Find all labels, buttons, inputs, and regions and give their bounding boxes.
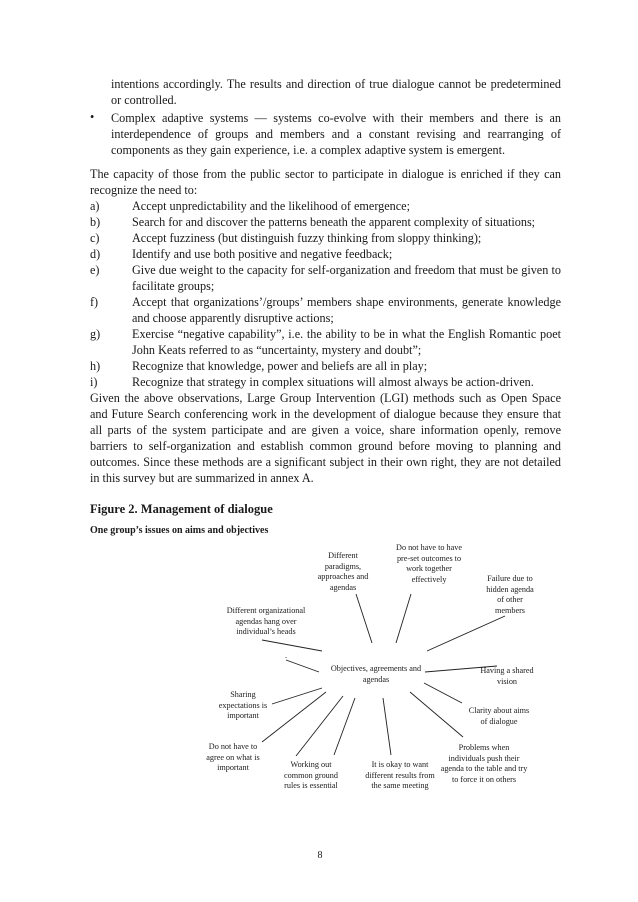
label-ground-rules: Working out common ground rules is essential — [284, 760, 338, 790]
connector-line — [286, 660, 319, 672]
connector-line — [334, 698, 355, 755]
figure-subtitle: One group’s issues on aims and objectives — [90, 525, 269, 536]
list-item-label: e) — [90, 263, 100, 277]
intro-paragraph: The capacity of those from the public sector to participate in dialogue is enriched if they can recognize the need to: — [90, 167, 561, 197]
connector-line — [262, 640, 322, 651]
connector-line — [272, 688, 322, 704]
label-dot: . — [284, 651, 288, 660]
list-item-label: b) — [90, 215, 101, 229]
connector-line — [396, 594, 411, 643]
list-item-text: Accept that organizations’/groups’ members shape environments, generate knowledge and choose apparently disruptive actions; — [132, 295, 561, 325]
figure-title: Figure 2. Management of dialogue — [90, 502, 273, 516]
list-item-text: Recognize that knowledge, power and beliefs are all in play; — [132, 359, 428, 373]
connector-line — [410, 692, 463, 737]
list-item-text: Give due weight to the capacity for self-organization and freedom that must be given to facilitate groups; — [132, 263, 561, 293]
bullet-continuation: intentions accordingly. The results and direction of true dialogue cannot be predetermined or controlled. — [111, 77, 561, 107]
diagram-center: Objectives, agreements and agendas — [330, 664, 422, 684]
list-item-label: h) — [90, 359, 101, 373]
list-item-text: Recognize that strategy in complex situations will almost always be action-driven. — [132, 375, 534, 389]
label-shared-vision: Having a shared vision — [480, 666, 534, 686]
label-different-paradigms: Different paradigms, approaches and agendas — [317, 551, 369, 592]
label-push-agenda: Problems when individuals push their agenda to the table and try to force it on others — [440, 743, 528, 784]
connector-line — [427, 616, 505, 651]
page-number: 8 — [317, 850, 323, 861]
list-item-label: c) — [90, 231, 100, 245]
label-clarity-aims: Clarity about aims of dialogue — [468, 706, 530, 726]
connector-line — [383, 698, 391, 755]
connector-line — [424, 683, 462, 703]
list-item-text: Accept unpredictability and the likelihood of emergence; — [132, 199, 410, 213]
list-item-text: Identify and use both positive and negative feedback; — [132, 247, 393, 261]
bullet-complex-adaptive-systems: Complex adaptive systems — systems co-evolve with their members and there is an interdependence of groups and members and a constant revising and rearranging of components as they gain experience, i.e. a complex adaptive system is emergent. — [111, 111, 561, 157]
label-not-agree: Do not have to agree on what is important — [206, 742, 260, 772]
label-no-preset-outcomes: Do not have to have pre-set outcomes to work together effectively — [396, 543, 462, 584]
list-item-label: a) — [90, 199, 100, 213]
list-item-label: d) — [90, 247, 101, 261]
list-item-text: Exercise “negative capability”, i.e. the ability to be in what the English Romantic poet John Keats referred to as “uncertainty, mystery and doubt”; — [132, 327, 561, 357]
connector-line — [296, 696, 343, 756]
list-item-label: i) — [90, 375, 98, 389]
lgi-paragraph: Given the above observations, Large Group Intervention (LGI) methods such as Open Space and Future Search conferencing work in the development of dialogue because they ensure that all parts of the system participate and are given a voice, share information openly, remove barriers to self-organization and establish common ground before moving to planning and outcomes. Since these methods are a significant subject in their own right, they are not detailed in this survey but are summarized in annex A. — [90, 391, 561, 485]
label-different-results: It is okay to want different results from the same meeting — [365, 760, 435, 790]
label-sharing-expectations: Sharing expectations is important — [218, 690, 268, 720]
list-item-label: f) — [90, 295, 99, 309]
label-org-agendas: Different organizational agendas hang over individual’s heads — [226, 606, 306, 636]
list-item-text: Accept fuzziness (but distinguish fuzzy thinking from sloppy thinking); — [132, 231, 482, 245]
connector-line — [356, 594, 372, 643]
bullet-marker: • — [90, 110, 95, 124]
list-item-label: g) — [90, 327, 101, 341]
list-item-text: Search for and discover the patterns beneath the apparent complexity of situations; — [132, 215, 536, 229]
label-hidden-agenda: Failure due to hidden agenda of other members — [486, 574, 534, 615]
